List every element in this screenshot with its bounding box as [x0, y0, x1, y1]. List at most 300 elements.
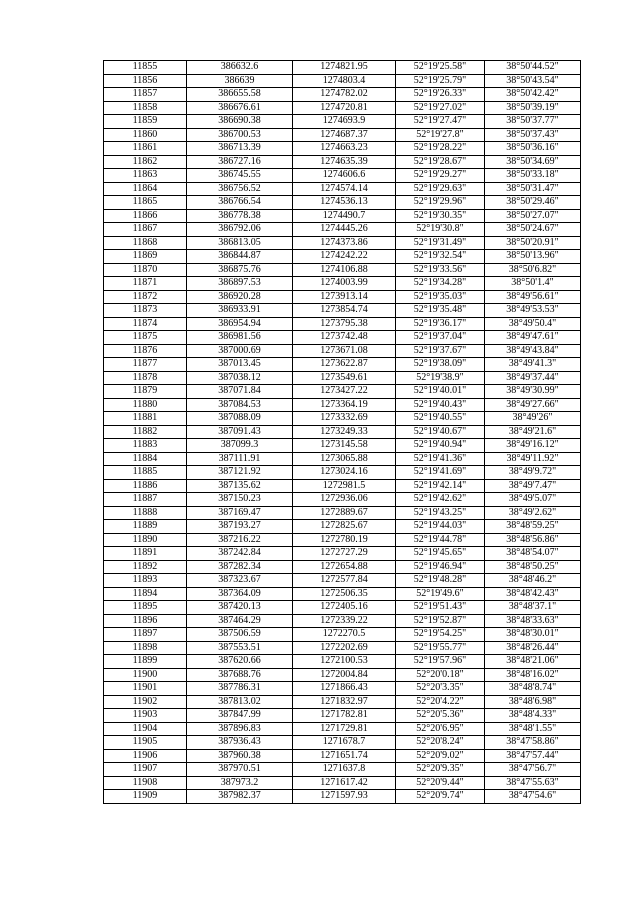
table-row	[104, 263, 581, 277]
y-coordinate-cell: 1272270.5	[293, 628, 396, 642]
x-coordinate-cell: 386676.61	[187, 101, 293, 115]
y-coordinate-cell: 1274663.23	[293, 142, 396, 156]
x-coordinate-cell: 387553.51	[187, 641, 293, 655]
longitude-cell: 38°49'5.07"	[485, 493, 581, 507]
x-coordinate-cell: 387242.84	[187, 547, 293, 561]
table-row	[104, 533, 581, 547]
longitude-cell: 38°48'59.25"	[485, 520, 581, 534]
point-number-cell: 11890	[104, 533, 187, 547]
table-row	[104, 425, 581, 439]
longitude-cell: 38°47'55.63"	[485, 776, 581, 790]
point-number-cell: 11876	[104, 344, 187, 358]
point-number-cell: 11901	[104, 682, 187, 696]
longitude-cell: 38°48'50.25"	[485, 560, 581, 574]
point-number-cell: 11887	[104, 493, 187, 507]
x-coordinate-cell: 387813.02	[187, 695, 293, 709]
table-row	[104, 722, 581, 736]
y-coordinate-cell: 1274687.37	[293, 128, 396, 142]
latitude-cell: 52°19'44.03"	[396, 520, 485, 534]
x-coordinate-cell: 387088.09	[187, 412, 293, 426]
table-row	[104, 641, 581, 655]
table-row	[104, 439, 581, 453]
latitude-cell: 52°20'4.22"	[396, 695, 485, 709]
table-row	[104, 628, 581, 642]
point-number-cell: 11865	[104, 196, 187, 210]
latitude-cell: 52°19'35.48"	[396, 304, 485, 318]
longitude-cell: 38°49'43.84"	[485, 344, 581, 358]
longitude-cell: 38°48'30.01"	[485, 628, 581, 642]
point-number-cell: 11858	[104, 101, 187, 115]
table-row	[104, 560, 581, 574]
y-coordinate-cell: 1271597.93	[293, 790, 396, 804]
y-coordinate-cell: 1271651.74	[293, 749, 396, 763]
longitude-cell: 38°50'6.82"	[485, 263, 581, 277]
x-coordinate-cell: 387000.69	[187, 344, 293, 358]
point-number-cell: 11903	[104, 709, 187, 723]
latitude-cell: 52°19'35.03"	[396, 290, 485, 304]
point-number-cell: 11893	[104, 574, 187, 588]
table-row	[104, 695, 581, 709]
y-coordinate-cell: 1274821.95	[293, 61, 396, 75]
x-coordinate-cell: 387282.34	[187, 560, 293, 574]
y-coordinate-cell: 1273913.14	[293, 290, 396, 304]
longitude-cell: 38°47'56.7"	[485, 763, 581, 777]
x-coordinate-cell: 386766.54	[187, 196, 293, 210]
y-coordinate-cell: 1273249.33	[293, 425, 396, 439]
latitude-cell: 52°19'27.02"	[396, 101, 485, 115]
table-row	[104, 223, 581, 237]
latitude-cell: 52°20'5.36"	[396, 709, 485, 723]
longitude-cell: 38°48'33.63"	[485, 614, 581, 628]
y-coordinate-cell: 1271832.97	[293, 695, 396, 709]
longitude-cell: 38°48'37.1"	[485, 601, 581, 615]
y-coordinate-cell: 1272339.22	[293, 614, 396, 628]
latitude-cell: 52°19'27.47"	[396, 115, 485, 129]
longitude-cell: 38°48'56.86"	[485, 533, 581, 547]
table-row	[104, 790, 581, 804]
longitude-cell: 38°49'26"	[485, 412, 581, 426]
latitude-cell: 52°19'30.35"	[396, 209, 485, 223]
point-number-cell: 11904	[104, 722, 187, 736]
latitude-cell: 52°19'45.65"	[396, 547, 485, 561]
coordinates-table-body	[104, 61, 581, 804]
point-number-cell: 11895	[104, 601, 187, 615]
point-number-cell: 11867	[104, 223, 187, 237]
y-coordinate-cell: 1274574.14	[293, 182, 396, 196]
table-row	[104, 290, 581, 304]
x-coordinate-cell: 386655.58	[187, 88, 293, 102]
latitude-cell: 52°19'29.96"	[396, 196, 485, 210]
latitude-cell: 52°19'55.77"	[396, 641, 485, 655]
longitude-cell: 38°48'42.43"	[485, 587, 581, 601]
longitude-cell: 38°50'37.77"	[485, 115, 581, 129]
longitude-cell: 38°49'41.3"	[485, 358, 581, 372]
y-coordinate-cell: 1272727.29	[293, 547, 396, 561]
x-coordinate-cell: 387169.47	[187, 506, 293, 520]
point-number-cell: 11879	[104, 385, 187, 399]
x-coordinate-cell: 387216.22	[187, 533, 293, 547]
point-number-cell: 11884	[104, 452, 187, 466]
x-coordinate-cell: 386778.38	[187, 209, 293, 223]
longitude-cell: 38°49'50.4"	[485, 317, 581, 331]
table-row	[104, 655, 581, 669]
point-number-cell: 11882	[104, 425, 187, 439]
table-row	[104, 574, 581, 588]
latitude-cell: 52°19'26.33"	[396, 88, 485, 102]
y-coordinate-cell: 1272405.16	[293, 601, 396, 615]
x-coordinate-cell: 387464.29	[187, 614, 293, 628]
latitude-cell: 52°19'44.78"	[396, 533, 485, 547]
latitude-cell: 52°19'28.67"	[396, 155, 485, 169]
table-row	[104, 398, 581, 412]
longitude-cell: 38°49'11.92"	[485, 452, 581, 466]
table-row	[104, 709, 581, 723]
latitude-cell: 52°19'29.27"	[396, 169, 485, 183]
x-coordinate-cell: 386875.76	[187, 263, 293, 277]
x-coordinate-cell: 387688.76	[187, 668, 293, 682]
longitude-cell: 38°48'46.2"	[485, 574, 581, 588]
y-coordinate-cell: 1272577.84	[293, 574, 396, 588]
latitude-cell: 52°19'31.49"	[396, 236, 485, 250]
table-row	[104, 182, 581, 196]
x-coordinate-cell: 387982.37	[187, 790, 293, 804]
x-coordinate-cell: 386727.16	[187, 155, 293, 169]
point-number-cell: 11860	[104, 128, 187, 142]
x-coordinate-cell: 386933.91	[187, 304, 293, 318]
y-coordinate-cell: 1274720.81	[293, 101, 396, 115]
latitude-cell: 52°20'9.44"	[396, 776, 485, 790]
longitude-cell: 38°50'13.96"	[485, 250, 581, 264]
point-number-cell: 11888	[104, 506, 187, 520]
x-coordinate-cell: 386954.94	[187, 317, 293, 331]
longitude-cell: 38°50'36.16"	[485, 142, 581, 156]
point-number-cell: 11869	[104, 250, 187, 264]
table-row	[104, 587, 581, 601]
y-coordinate-cell: 1274803.4	[293, 74, 396, 88]
longitude-cell: 38°49'53.53"	[485, 304, 581, 318]
latitude-cell: 52°19'52.87"	[396, 614, 485, 628]
table-row	[104, 493, 581, 507]
latitude-cell: 52°19'30.8"	[396, 223, 485, 237]
latitude-cell: 52°19'40.01"	[396, 385, 485, 399]
latitude-cell: 52°20'8.24"	[396, 736, 485, 750]
table-row	[104, 236, 581, 250]
latitude-cell: 52°20'9.35"	[396, 763, 485, 777]
longitude-cell: 38°48'1.55"	[485, 722, 581, 736]
point-number-cell: 11871	[104, 277, 187, 291]
point-number-cell: 11863	[104, 169, 187, 183]
latitude-cell: 52°19'48.28"	[396, 574, 485, 588]
y-coordinate-cell: 1273742.48	[293, 331, 396, 345]
table-row	[104, 614, 581, 628]
table-row	[104, 601, 581, 615]
longitude-cell: 38°50'43.54"	[485, 74, 581, 88]
point-number-cell: 11899	[104, 655, 187, 669]
y-coordinate-cell: 1274242.22	[293, 250, 396, 264]
point-number-cell: 11870	[104, 263, 187, 277]
x-coordinate-cell: 387135.62	[187, 479, 293, 493]
table-row	[104, 101, 581, 115]
latitude-cell: 52°19'42.14"	[396, 479, 485, 493]
table-row	[104, 385, 581, 399]
point-number-cell: 11892	[104, 560, 187, 574]
table-row	[104, 412, 581, 426]
point-number-cell: 11859	[104, 115, 187, 129]
latitude-cell: 52°19'49.6"	[396, 587, 485, 601]
longitude-cell: 38°50'33.18"	[485, 169, 581, 183]
table-row	[104, 668, 581, 682]
longitude-cell: 38°48'8.74"	[485, 682, 581, 696]
longitude-cell: 38°50'20.91"	[485, 236, 581, 250]
y-coordinate-cell: 1273065.88	[293, 452, 396, 466]
point-number-cell: 11861	[104, 142, 187, 156]
point-number-cell: 11856	[104, 74, 187, 88]
y-coordinate-cell: 1274693.9	[293, 115, 396, 129]
y-coordinate-cell: 1274606.6	[293, 169, 396, 183]
longitude-cell: 38°50'1.4"	[485, 277, 581, 291]
longitude-cell: 38°49'2.62"	[485, 506, 581, 520]
point-number-cell: 11900	[104, 668, 187, 682]
point-number-cell: 11902	[104, 695, 187, 709]
y-coordinate-cell: 1274445.26	[293, 223, 396, 237]
y-coordinate-cell: 1272889.67	[293, 506, 396, 520]
table-row	[104, 749, 581, 763]
table-row	[104, 344, 581, 358]
y-coordinate-cell: 1271678.7	[293, 736, 396, 750]
longitude-cell: 38°49'21.6"	[485, 425, 581, 439]
longitude-cell: 38°48'16.02"	[485, 668, 581, 682]
y-coordinate-cell: 1274782.02	[293, 88, 396, 102]
latitude-cell: 52°19'29.63"	[396, 182, 485, 196]
table-row	[104, 155, 581, 169]
y-coordinate-cell: 1272506.35	[293, 587, 396, 601]
point-number-cell: 11873	[104, 304, 187, 318]
latitude-cell: 52°20'9.02"	[396, 749, 485, 763]
y-coordinate-cell: 1273145.58	[293, 439, 396, 453]
longitude-cell: 38°50'44.52"	[485, 61, 581, 75]
longitude-cell: 38°48'21.06"	[485, 655, 581, 669]
latitude-cell: 52°20'3.35"	[396, 682, 485, 696]
x-coordinate-cell: 387506.59	[187, 628, 293, 642]
latitude-cell: 52°19'46.94"	[396, 560, 485, 574]
x-coordinate-cell: 386700.53	[187, 128, 293, 142]
longitude-cell: 38°49'27.66"	[485, 398, 581, 412]
latitude-cell: 52°19'36.17"	[396, 317, 485, 331]
latitude-cell: 52°19'40.55"	[396, 412, 485, 426]
longitude-cell: 38°48'6.98"	[485, 695, 581, 709]
y-coordinate-cell: 1272780.19	[293, 533, 396, 547]
point-number-cell: 11896	[104, 614, 187, 628]
y-coordinate-cell: 1273427.22	[293, 385, 396, 399]
y-coordinate-cell: 1271637.8	[293, 763, 396, 777]
x-coordinate-cell: 386756.52	[187, 182, 293, 196]
y-coordinate-cell: 1273854.74	[293, 304, 396, 318]
y-coordinate-cell: 1273549.61	[293, 371, 396, 385]
y-coordinate-cell: 1273024.16	[293, 466, 396, 480]
table-row	[104, 317, 581, 331]
table-row	[104, 209, 581, 223]
latitude-cell: 52°19'34.28"	[396, 277, 485, 291]
point-number-cell: 11898	[104, 641, 187, 655]
point-number-cell: 11894	[104, 587, 187, 601]
latitude-cell: 52°19'25.79"	[396, 74, 485, 88]
latitude-cell: 52°19'51.43"	[396, 601, 485, 615]
table-row	[104, 358, 581, 372]
table-row	[104, 74, 581, 88]
y-coordinate-cell: 1271782.81	[293, 709, 396, 723]
latitude-cell: 52°19'38.9"	[396, 371, 485, 385]
table-row	[104, 61, 581, 75]
y-coordinate-cell: 1272100.53	[293, 655, 396, 669]
coordinates-table	[103, 60, 581, 804]
table-row	[104, 196, 581, 210]
x-coordinate-cell: 387013.45	[187, 358, 293, 372]
longitude-cell: 38°50'29.46"	[485, 196, 581, 210]
point-number-cell: 11857	[104, 88, 187, 102]
latitude-cell: 52°19'54.25"	[396, 628, 485, 642]
x-coordinate-cell: 386813.05	[187, 236, 293, 250]
latitude-cell: 52°19'27.8"	[396, 128, 485, 142]
longitude-cell: 38°47'54.6"	[485, 790, 581, 804]
latitude-cell: 52°19'28.22"	[396, 142, 485, 156]
point-number-cell: 11883	[104, 439, 187, 453]
table-row	[104, 371, 581, 385]
table-row	[104, 763, 581, 777]
y-coordinate-cell: 1273332.69	[293, 412, 396, 426]
table-row	[104, 452, 581, 466]
x-coordinate-cell: 387150.23	[187, 493, 293, 507]
latitude-cell: 52°19'42.62"	[396, 493, 485, 507]
point-number-cell: 11881	[104, 412, 187, 426]
point-number-cell: 11897	[104, 628, 187, 642]
point-number-cell: 11874	[104, 317, 187, 331]
x-coordinate-cell: 387936.43	[187, 736, 293, 750]
latitude-cell: 52°19'38.09"	[396, 358, 485, 372]
x-coordinate-cell: 387960.38	[187, 749, 293, 763]
latitude-cell: 52°19'40.67"	[396, 425, 485, 439]
y-coordinate-cell: 1274490.7	[293, 209, 396, 223]
longitude-cell: 38°49'37.44"	[485, 371, 581, 385]
y-coordinate-cell: 1272936.06	[293, 493, 396, 507]
point-number-cell: 11907	[104, 763, 187, 777]
y-coordinate-cell: 1271617.42	[293, 776, 396, 790]
y-coordinate-cell: 1273364.19	[293, 398, 396, 412]
x-coordinate-cell: 387193.27	[187, 520, 293, 534]
x-coordinate-cell: 386844.87	[187, 250, 293, 264]
longitude-cell: 38°50'37.43"	[485, 128, 581, 142]
x-coordinate-cell: 387786.31	[187, 682, 293, 696]
table-row	[104, 142, 581, 156]
table-row	[104, 331, 581, 345]
point-number-cell: 11862	[104, 155, 187, 169]
x-coordinate-cell: 387970.51	[187, 763, 293, 777]
latitude-cell: 52°19'37.04"	[396, 331, 485, 345]
x-coordinate-cell: 387038.12	[187, 371, 293, 385]
longitude-cell: 38°50'31.47"	[485, 182, 581, 196]
x-coordinate-cell: 387896.83	[187, 722, 293, 736]
longitude-cell: 38°50'27.07"	[485, 209, 581, 223]
latitude-cell: 52°19'40.94"	[396, 439, 485, 453]
longitude-cell: 38°48'26.44"	[485, 641, 581, 655]
x-coordinate-cell: 386632.6	[187, 61, 293, 75]
point-number-cell: 11866	[104, 209, 187, 223]
table-row	[104, 277, 581, 291]
table-row	[104, 479, 581, 493]
y-coordinate-cell: 1273795.38	[293, 317, 396, 331]
point-number-cell: 11889	[104, 520, 187, 534]
point-number-cell: 11868	[104, 236, 187, 250]
y-coordinate-cell: 1274003.99	[293, 277, 396, 291]
table-row	[104, 506, 581, 520]
latitude-cell: 52°19'25.58"	[396, 61, 485, 75]
x-coordinate-cell: 387847.99	[187, 709, 293, 723]
y-coordinate-cell: 1272825.67	[293, 520, 396, 534]
longitude-cell: 38°47'57.44"	[485, 749, 581, 763]
longitude-cell: 38°49'7.47"	[485, 479, 581, 493]
y-coordinate-cell: 1272004.84	[293, 668, 396, 682]
longitude-cell: 38°49'16.12"	[485, 439, 581, 453]
longitude-cell: 38°49'30.99"	[485, 385, 581, 399]
y-coordinate-cell: 1273671.08	[293, 344, 396, 358]
table-row	[104, 128, 581, 142]
point-number-cell: 11880	[104, 398, 187, 412]
table-row	[104, 304, 581, 318]
x-coordinate-cell: 387121.92	[187, 466, 293, 480]
y-coordinate-cell: 1274635.39	[293, 155, 396, 169]
point-number-cell: 11908	[104, 776, 187, 790]
table-row	[104, 250, 581, 264]
x-coordinate-cell: 387364.09	[187, 587, 293, 601]
y-coordinate-cell: 1272202.69	[293, 641, 396, 655]
x-coordinate-cell: 386690.38	[187, 115, 293, 129]
coordinates-document	[103, 60, 581, 804]
point-number-cell: 11878	[104, 371, 187, 385]
latitude-cell: 52°20'9.74"	[396, 790, 485, 804]
latitude-cell: 52°19'57.96"	[396, 655, 485, 669]
latitude-cell: 52°20'0.18"	[396, 668, 485, 682]
longitude-cell: 38°49'47.61"	[485, 331, 581, 345]
latitude-cell: 52°19'32.54"	[396, 250, 485, 264]
latitude-cell: 52°20'6.95"	[396, 722, 485, 736]
latitude-cell: 52°19'37.67"	[396, 344, 485, 358]
x-coordinate-cell: 386920.28	[187, 290, 293, 304]
x-coordinate-cell: 387323.67	[187, 574, 293, 588]
table-row	[104, 115, 581, 129]
table-row	[104, 736, 581, 750]
longitude-cell: 38°47'58.86"	[485, 736, 581, 750]
longitude-cell: 38°48'4.33"	[485, 709, 581, 723]
y-coordinate-cell: 1273622.87	[293, 358, 396, 372]
point-number-cell: 11872	[104, 290, 187, 304]
x-coordinate-cell: 387084.53	[187, 398, 293, 412]
point-number-cell: 11886	[104, 479, 187, 493]
x-coordinate-cell: 386713.39	[187, 142, 293, 156]
table-row	[104, 466, 581, 480]
table-row	[104, 520, 581, 534]
table-row	[104, 169, 581, 183]
longitude-cell: 38°49'9.72"	[485, 466, 581, 480]
x-coordinate-cell: 386897.53	[187, 277, 293, 291]
x-coordinate-cell: 386639	[187, 74, 293, 88]
longitude-cell: 38°50'39.19"	[485, 101, 581, 115]
x-coordinate-cell: 387111.91	[187, 452, 293, 466]
x-coordinate-cell: 386745.55	[187, 169, 293, 183]
y-coordinate-cell: 1272981.5	[293, 479, 396, 493]
table-row	[104, 776, 581, 790]
y-coordinate-cell: 1274536.13	[293, 196, 396, 210]
latitude-cell: 52°19'43.25"	[396, 506, 485, 520]
point-number-cell: 11864	[104, 182, 187, 196]
